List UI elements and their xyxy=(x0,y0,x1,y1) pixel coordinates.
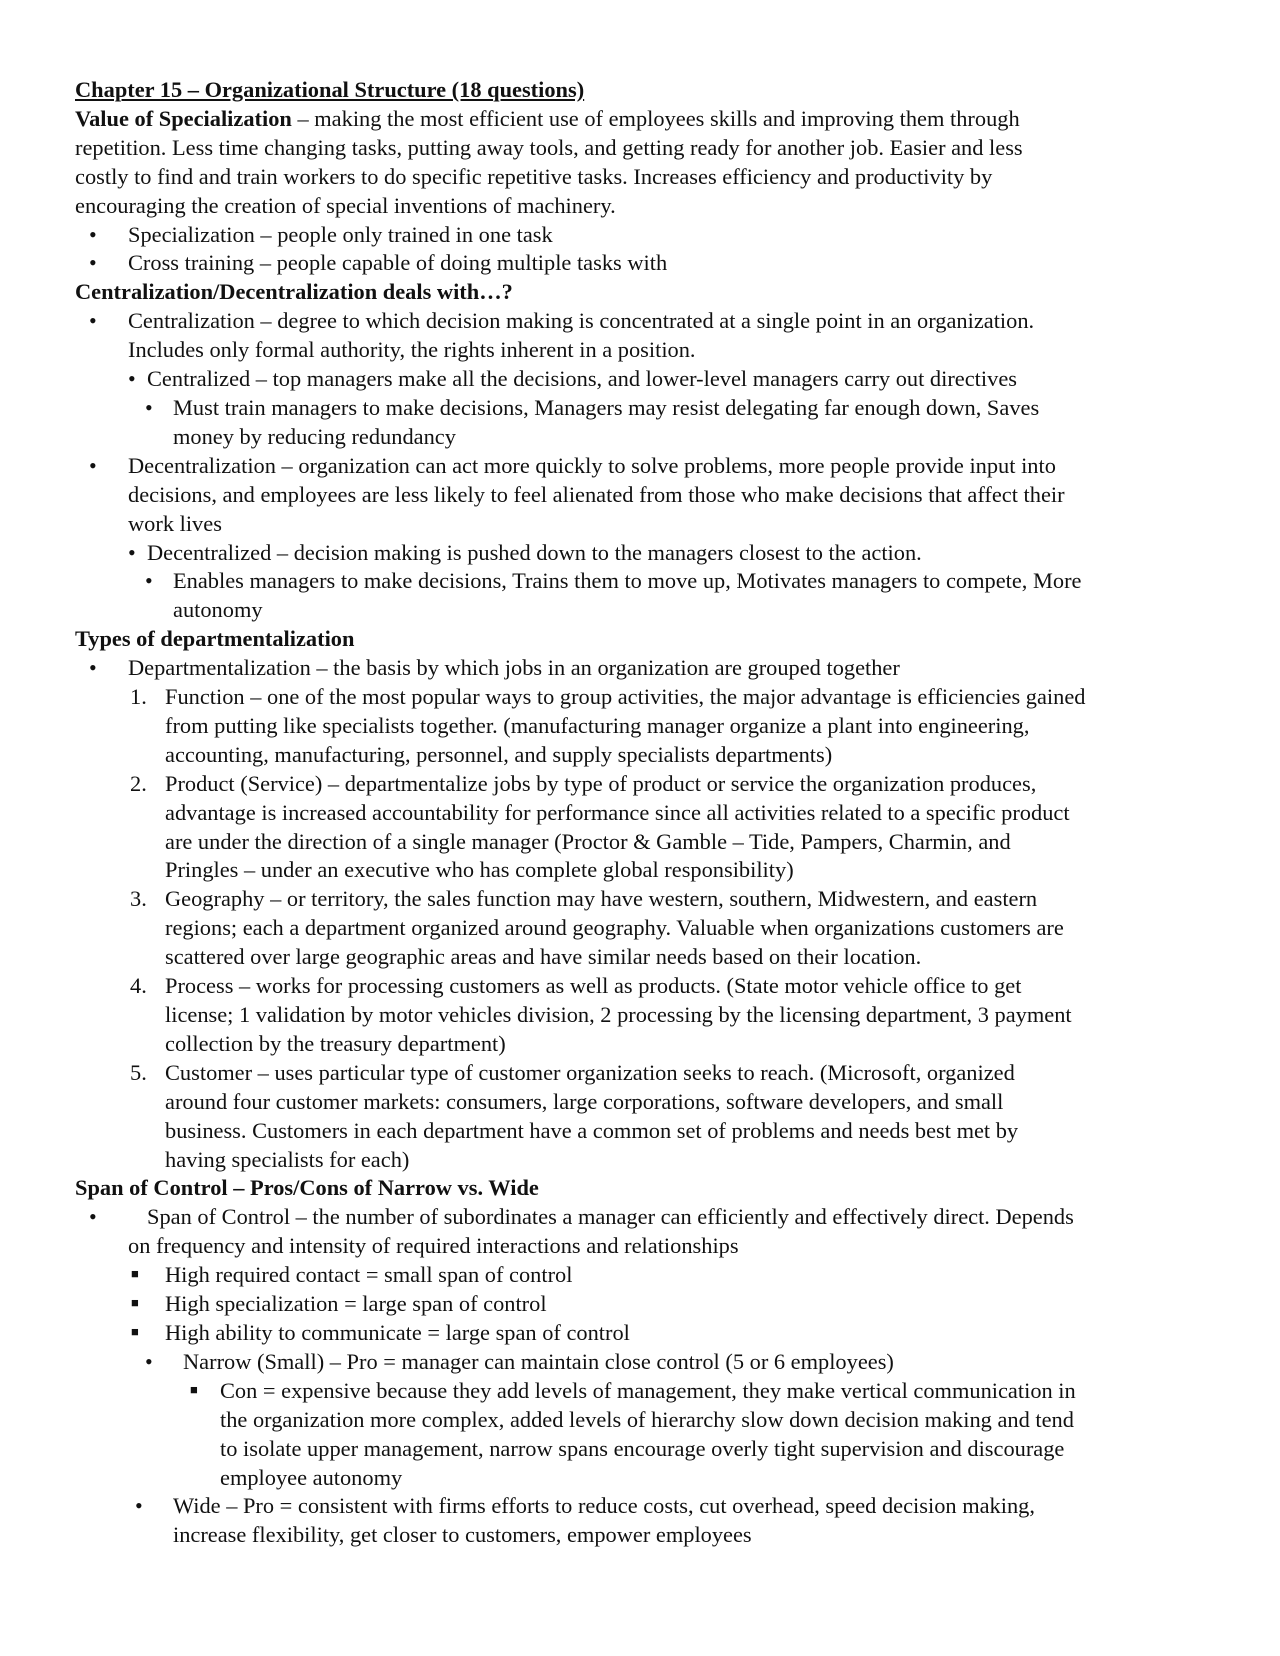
list-item xyxy=(75,1377,1215,1493)
list-item-text: Con = expensive because they add levels of management, they make vertical communication in xyxy=(220,1377,1076,1403)
list-item-text: decisions, and employees are less likely to feel alienated from those who make decisions that affect their xyxy=(128,481,1065,507)
bullet-icon: • xyxy=(135,1493,143,1519)
list-item-text: High specialization = large span of control xyxy=(165,1291,547,1317)
list-item-text: Pringles – under an executive who has complete global responsibility) xyxy=(165,857,794,883)
document-page xyxy=(75,76,1215,1550)
list-item-text: business. Customers in each department have a common set of problems and needs best met by xyxy=(165,1117,1019,1143)
departmentalization-title: Types of departmentalization xyxy=(75,626,355,652)
list-item-text: around four customer markets: consumers, large corporations, software developers, and small xyxy=(165,1088,1004,1114)
square-bullet-icon: ■ xyxy=(131,1295,139,1311)
list-item-text: employee autonomy xyxy=(220,1464,403,1490)
list-item-text: Span of Control – the number of subordinates a manager can efficiently and effectively direct. Depends xyxy=(147,1204,1074,1230)
bullet-icon: • xyxy=(145,394,153,420)
list-item-text: advantage is increased accountability for performance since all activities related to a specific product xyxy=(165,799,1070,825)
list-item-text: Cross training – people capable of doing multiple tasks with xyxy=(128,250,668,276)
item-number: 2. xyxy=(130,770,147,796)
bullet-icon: • xyxy=(89,1204,97,1230)
list-item xyxy=(75,1348,1215,1377)
specialization-text: – making the most efficient use of employees skills and improving them through xyxy=(291,105,1020,131)
departmentalization-section xyxy=(75,625,1215,1174)
list-item-text: Specialization – people only trained in one task xyxy=(128,221,553,247)
list-item xyxy=(75,1319,1215,1348)
specialization-paragraph-line xyxy=(75,105,1215,134)
list-item-text: Decentralization – organization can act more quickly to solve problems, more people provide input into xyxy=(128,452,1056,478)
list-item-text: High ability to communicate = large span of control xyxy=(165,1319,630,1345)
numbered-item xyxy=(75,1059,1215,1175)
list-item-text: license; 1 validation by motor vehicles division, 2 processing by the licensing department, 3 payment xyxy=(165,1002,1072,1027)
list-item-text: Includes only formal authority, the rights inherent in a position. xyxy=(128,337,696,363)
square-bullet-icon: ■ xyxy=(131,1266,139,1282)
item-number: 1. xyxy=(130,684,147,710)
bullet-icon: • xyxy=(128,539,136,565)
bullet-icon: • xyxy=(89,308,97,334)
list-item-text: Decentralized – decision making is pushed down to the managers closest to the action. xyxy=(147,539,922,565)
list-item-text: scattered over large geographic areas and have similar needs based on their location. xyxy=(165,944,922,970)
list-item-text: Enables managers to make decisions, Trains them to move up, Motivates managers to compete, More xyxy=(173,568,1082,594)
list-item-text: to isolate upper management, narrow spans encourage overly tight supervision and discourage xyxy=(220,1435,1065,1461)
list-item-text: Centralized – top managers make all the decisions, and lower-level managers carry out directives xyxy=(147,366,1017,392)
span-title: Span of Control – Pros/Cons of Narrow vs. Wide xyxy=(75,1175,539,1201)
list-item-text: collection by the treasury department) xyxy=(165,1030,506,1056)
bullet-icon: • xyxy=(145,1348,153,1374)
numbered-item xyxy=(75,885,1215,972)
bullet-icon: • xyxy=(89,221,97,247)
list-item xyxy=(75,654,1215,683)
square-bullet-icon: ■ xyxy=(131,1323,139,1339)
list-item xyxy=(75,365,1215,394)
bullet-icon: • xyxy=(128,366,136,392)
list-item-text: Must train managers to make decisions, Managers may resist delegating far enough down, Saves xyxy=(173,394,1040,420)
list-item xyxy=(75,1290,1215,1319)
list-item xyxy=(75,249,1215,278)
numbered-item xyxy=(75,770,1215,886)
list-item-text: Narrow (Small) – Pro = manager can maintain close control (5 or 6 employees) xyxy=(183,1348,894,1374)
item-number: 3. xyxy=(130,886,147,912)
list-item xyxy=(75,1203,1215,1261)
specialization-section xyxy=(75,105,1215,278)
list-item-text: accounting, manufacturing, personnel, and supply specialists departments) xyxy=(165,741,833,767)
list-item-text: Customer – uses particular type of customer organization seeks to reach. (Microsoft, organized xyxy=(165,1059,1015,1085)
bullet-icon: • xyxy=(89,250,97,276)
centralization-title: Centralization/Decentralization deals with…? xyxy=(75,279,513,305)
bullet-icon: • xyxy=(89,452,97,478)
list-item-text: autonomy xyxy=(173,597,263,623)
list-item xyxy=(75,1492,1215,1550)
list-item-text: work lives xyxy=(128,510,222,536)
specialization-paragraph-line: repetition. Less time changing tasks, putting away tools, and getting ready for another job. Easier and less xyxy=(75,134,1023,160)
list-item-text: Product (Service) – departmentalize jobs by type of product or service the organization produces, xyxy=(165,770,1037,796)
item-number: 4. xyxy=(130,973,147,999)
list-item xyxy=(75,539,1215,568)
bullet-icon: • xyxy=(145,568,153,594)
list-item xyxy=(75,1261,1215,1290)
list-item xyxy=(75,307,1215,365)
list-item xyxy=(75,394,1215,452)
list-item-text: on frequency and intensity of required interactions and relationships xyxy=(128,1233,739,1259)
list-item-text: High required contact = small span of control xyxy=(165,1262,573,1288)
list-item-text: Wide – Pro = consistent with firms efforts to reduce costs, cut overhead, speed decision making, xyxy=(173,1493,1035,1519)
list-item-text: Process – works for processing customers as well as products. (State motor vehicle office to get xyxy=(165,973,1022,999)
list-item-text: Function – one of the most popular ways to group activities, the major advantage is efficiencies gained xyxy=(165,684,1086,710)
list-item-text: Departmentalization – the basis by which jobs in an organization are grouped together xyxy=(128,655,900,681)
list-item xyxy=(75,567,1215,625)
specialization-paragraph-line: costly to find and train workers to do specific repetitive tasks. Increases efficiency and productivity by xyxy=(75,163,993,189)
list-item-text: regions; each a department organized around geography. Valuable when organizations customers are xyxy=(165,915,1064,941)
list-item xyxy=(75,452,1215,539)
list-item-text: increase flexibility, get closer to customers, empower employees xyxy=(173,1522,752,1548)
list-item-text: from putting like specialists together. (manufacturing manager organize a plant into engineering, xyxy=(165,712,1030,738)
item-number: 5. xyxy=(130,1059,147,1085)
list-item-text: Geography – or territory, the sales function may have western, southern, Midwestern, and eastern xyxy=(165,886,1038,912)
list-item-text: the organization more complex, added levels of hierarchy slow down decision making and tend xyxy=(220,1406,1074,1432)
chapter-heading: Chapter 15 – Organizational Structure (18 questions) xyxy=(75,77,585,102)
bullet-icon: • xyxy=(89,655,97,681)
span-section xyxy=(75,1174,1215,1550)
list-item-text: money by reducing redundancy xyxy=(173,423,456,449)
list-item-text: having specialists for each) xyxy=(165,1146,410,1172)
list-item xyxy=(75,221,1215,250)
square-bullet-icon: ■ xyxy=(190,1381,198,1397)
list-item-text: are under the direction of a single manager (Proctor & Gamble – Tide, Pampers, Charmin, and xyxy=(165,828,1011,854)
numbered-item xyxy=(75,972,1215,1059)
specialization-paragraph-line: encouraging the creation of special inventions of machinery. xyxy=(75,192,616,218)
list-item-text: Centralization – degree to which decision making is concentrated at a single point in an organization. xyxy=(128,308,1035,334)
numbered-item xyxy=(75,683,1215,770)
specialization-title: Value of Specialization xyxy=(75,105,292,131)
centralization-section xyxy=(75,278,1215,625)
